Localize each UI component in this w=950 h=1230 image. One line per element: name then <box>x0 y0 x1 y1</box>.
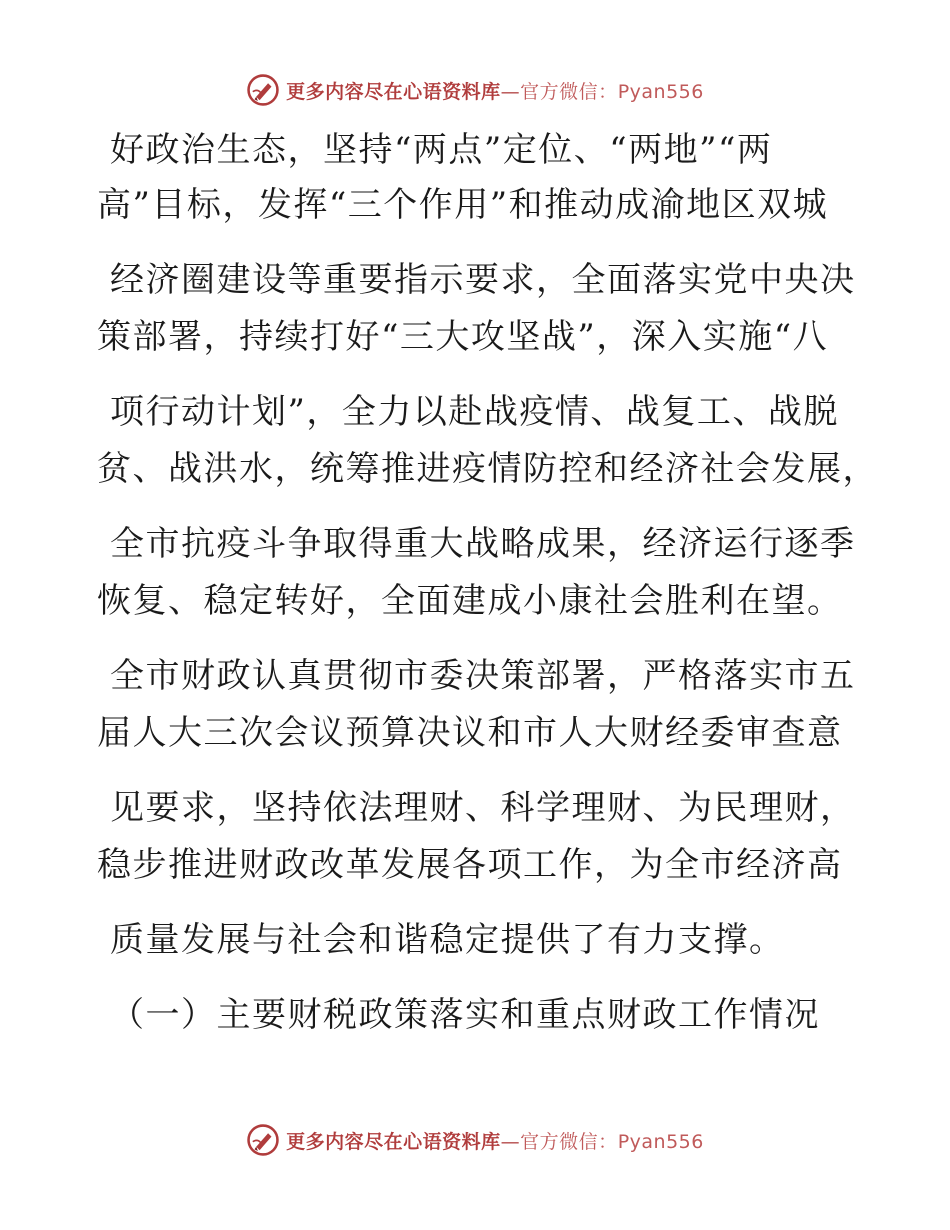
watermark-wechat-label: 官方微信： <box>520 80 618 103</box>
paragraph-line: 届人大三次会议预算决议和市人大财经委审查意 <box>97 713 843 753</box>
paragraph-line: 高”目标，发挥“三个作用”和推动成渝地区双城 <box>97 185 829 225</box>
paragraph-line: 恢复、稳定转好，全面建成小康社会胜利在望。 <box>97 581 843 621</box>
paragraph-line: 见要求，坚持依法理财、科学理财、为民理财， <box>110 788 856 828</box>
watermark-separator: — <box>500 1130 521 1153</box>
paragraph-line: 质量发展与社会和谐稳定提供了有力支撑。 <box>110 920 785 960</box>
watermark-brand: 更多内容尽在心语资料库 <box>286 1130 501 1153</box>
watermark-wechat-label: 官方微信： <box>520 1130 618 1153</box>
watermark-brand: 更多内容尽在心语资料库 <box>286 80 501 103</box>
paragraph-line: 好政治生态，坚持“两点”定位、“两地”“两 <box>110 130 773 170</box>
paragraph-line: 稳步推进财政改革发展各项工作，为全市经济高 <box>97 845 843 885</box>
footer-watermark <box>0 1120 950 1160</box>
watermark-group <box>246 1123 704 1157</box>
pen-logo-icon <box>246 1123 280 1157</box>
paragraph-line: 策部署，持续打好“三大攻坚战”，深入实施“八 <box>97 317 829 357</box>
paragraph-line: 全市财政认真贯彻市委决策部署，严格落实市五 <box>110 656 856 696</box>
watermark-wechat-id: Pyan556 <box>617 1130 704 1153</box>
watermark-separator: — <box>500 80 521 103</box>
paragraph-line: 全市抗疫斗争取得重大战略成果，经济运行逐季 <box>110 524 856 564</box>
watermark-group <box>246 73 704 107</box>
watermark-wechat-id: Pyan556 <box>617 80 704 103</box>
watermark-text <box>286 1127 704 1154</box>
pen-logo-icon <box>246 73 280 107</box>
paragraph-line: 贫、战洪水，统筹推进疫情防控和经济社会发展， <box>97 449 878 489</box>
watermark-text <box>286 77 704 104</box>
paragraph-line: 经济圈建设等重要指示要求，全面落实党中央决 <box>110 260 856 300</box>
section-heading: （一）主要财税政策落实和重点财政工作情况 <box>110 995 820 1035</box>
paragraph-line: 项行动计划”，全力以赴战疫情、战复工、战脱 <box>110 392 839 432</box>
header-watermark <box>0 70 950 110</box>
